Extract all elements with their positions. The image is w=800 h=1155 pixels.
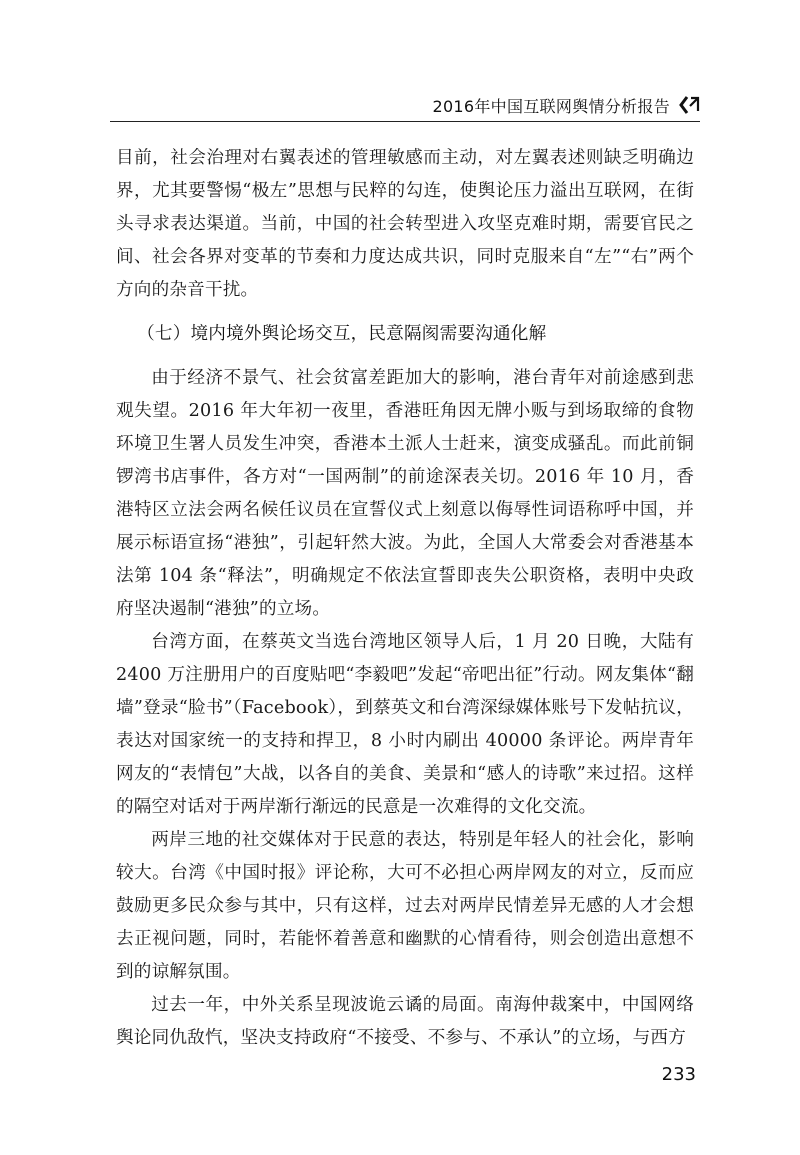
section-heading: （七）境内境外舆论场交互，民意隔阂需要沟通化解 bbox=[137, 324, 547, 344]
body-paragraph: 目前，社会治理对右翼表述的管理敏感而主动，对左翼表述则缺乏明确边界，尤其要警惕“极左”思想与民粹的勾连，使舆论压力溢出互联网，在街头寻求表达渠道。当前，中国的社会转型进入攻坚克难时期，需要官民之间、社会各界对变革的节奏和力度达成共识，同时克服来自“左”“右”两个方向的杂音干扰。 bbox=[116, 148, 694, 300]
page-body bbox=[116, 142, 694, 1055]
page-number: 233 bbox=[661, 1064, 696, 1085]
book-corner-icon bbox=[678, 94, 700, 116]
body-paragraph: 由于经济不景气、社会贫富差距加大的影响，港台青年对前途感到悲观失望。2016 年大年初一夜里，香港旺角因无牌小贩与到场取缔的食物环境卫生署人员发生冲突，香港本土派人士赶来，演变成骚乱。而此前铜锣湾书店事件，各方对“一国两制”的前途深表关切。2016 年 10 月，香港特区立法会两名候任议员在宣誓仪式上刻意以侮辱性词语称呼中国，并展示标语宣扬“港独”，引起轩然大波。为此，全国人大常委会对香港基本法第 104 条“释法”，明确规定不依法宣誓即丧失公职资格，表明中央政府坚决遏制“港独”的立场。 bbox=[116, 368, 694, 619]
running-header-title: 2016年中国互联网舆情分析报告 bbox=[432, 96, 670, 116]
header-rule bbox=[110, 121, 700, 122]
body-paragraph: 台湾方面，在蔡英文当选台湾地区领导人后，1 月 20 日晚，大陆有 2400 万注册用户的百度贴吧“李毅吧”发起“帝吧出征”行动。网友集体“翻墙”登录“脸书”（Facebook），到蔡英文和台湾深绿媒体账号下发帖抗议，表达对国家统一的支持和捍卫，8 小时内刷出 40000 条评论。两岸青年网友的“表情包”大战，以各自的美食、美景和“感人的诗歌”来过招。这样的隔空对话对于两岸渐行渐远的民意是一次难得的文化交流。 bbox=[116, 632, 694, 817]
running-header bbox=[110, 92, 700, 118]
body-paragraph: 两岸三地的社交媒体对于民意的表达，特别是年轻人的社会化，影响较大。台湾《中国时报》评论称，大可不必担心两岸网友的对立，反而应鼓励更多民众参与其中，只有这样，过去对两岸民情差异无感的人才会想去正视问题，同时，若能怀着善意和幽默的心情看待，则会创造出意想不到的谅解氛围。 bbox=[116, 830, 694, 982]
body-paragraph: 过去一年，中外关系呈现波诡云谲的局面。南海仲裁案中，中国网络舆论同仇敌忾，坚决支持政府“不接受、不参与、不承认”的立场，与西方 bbox=[116, 995, 694, 1048]
